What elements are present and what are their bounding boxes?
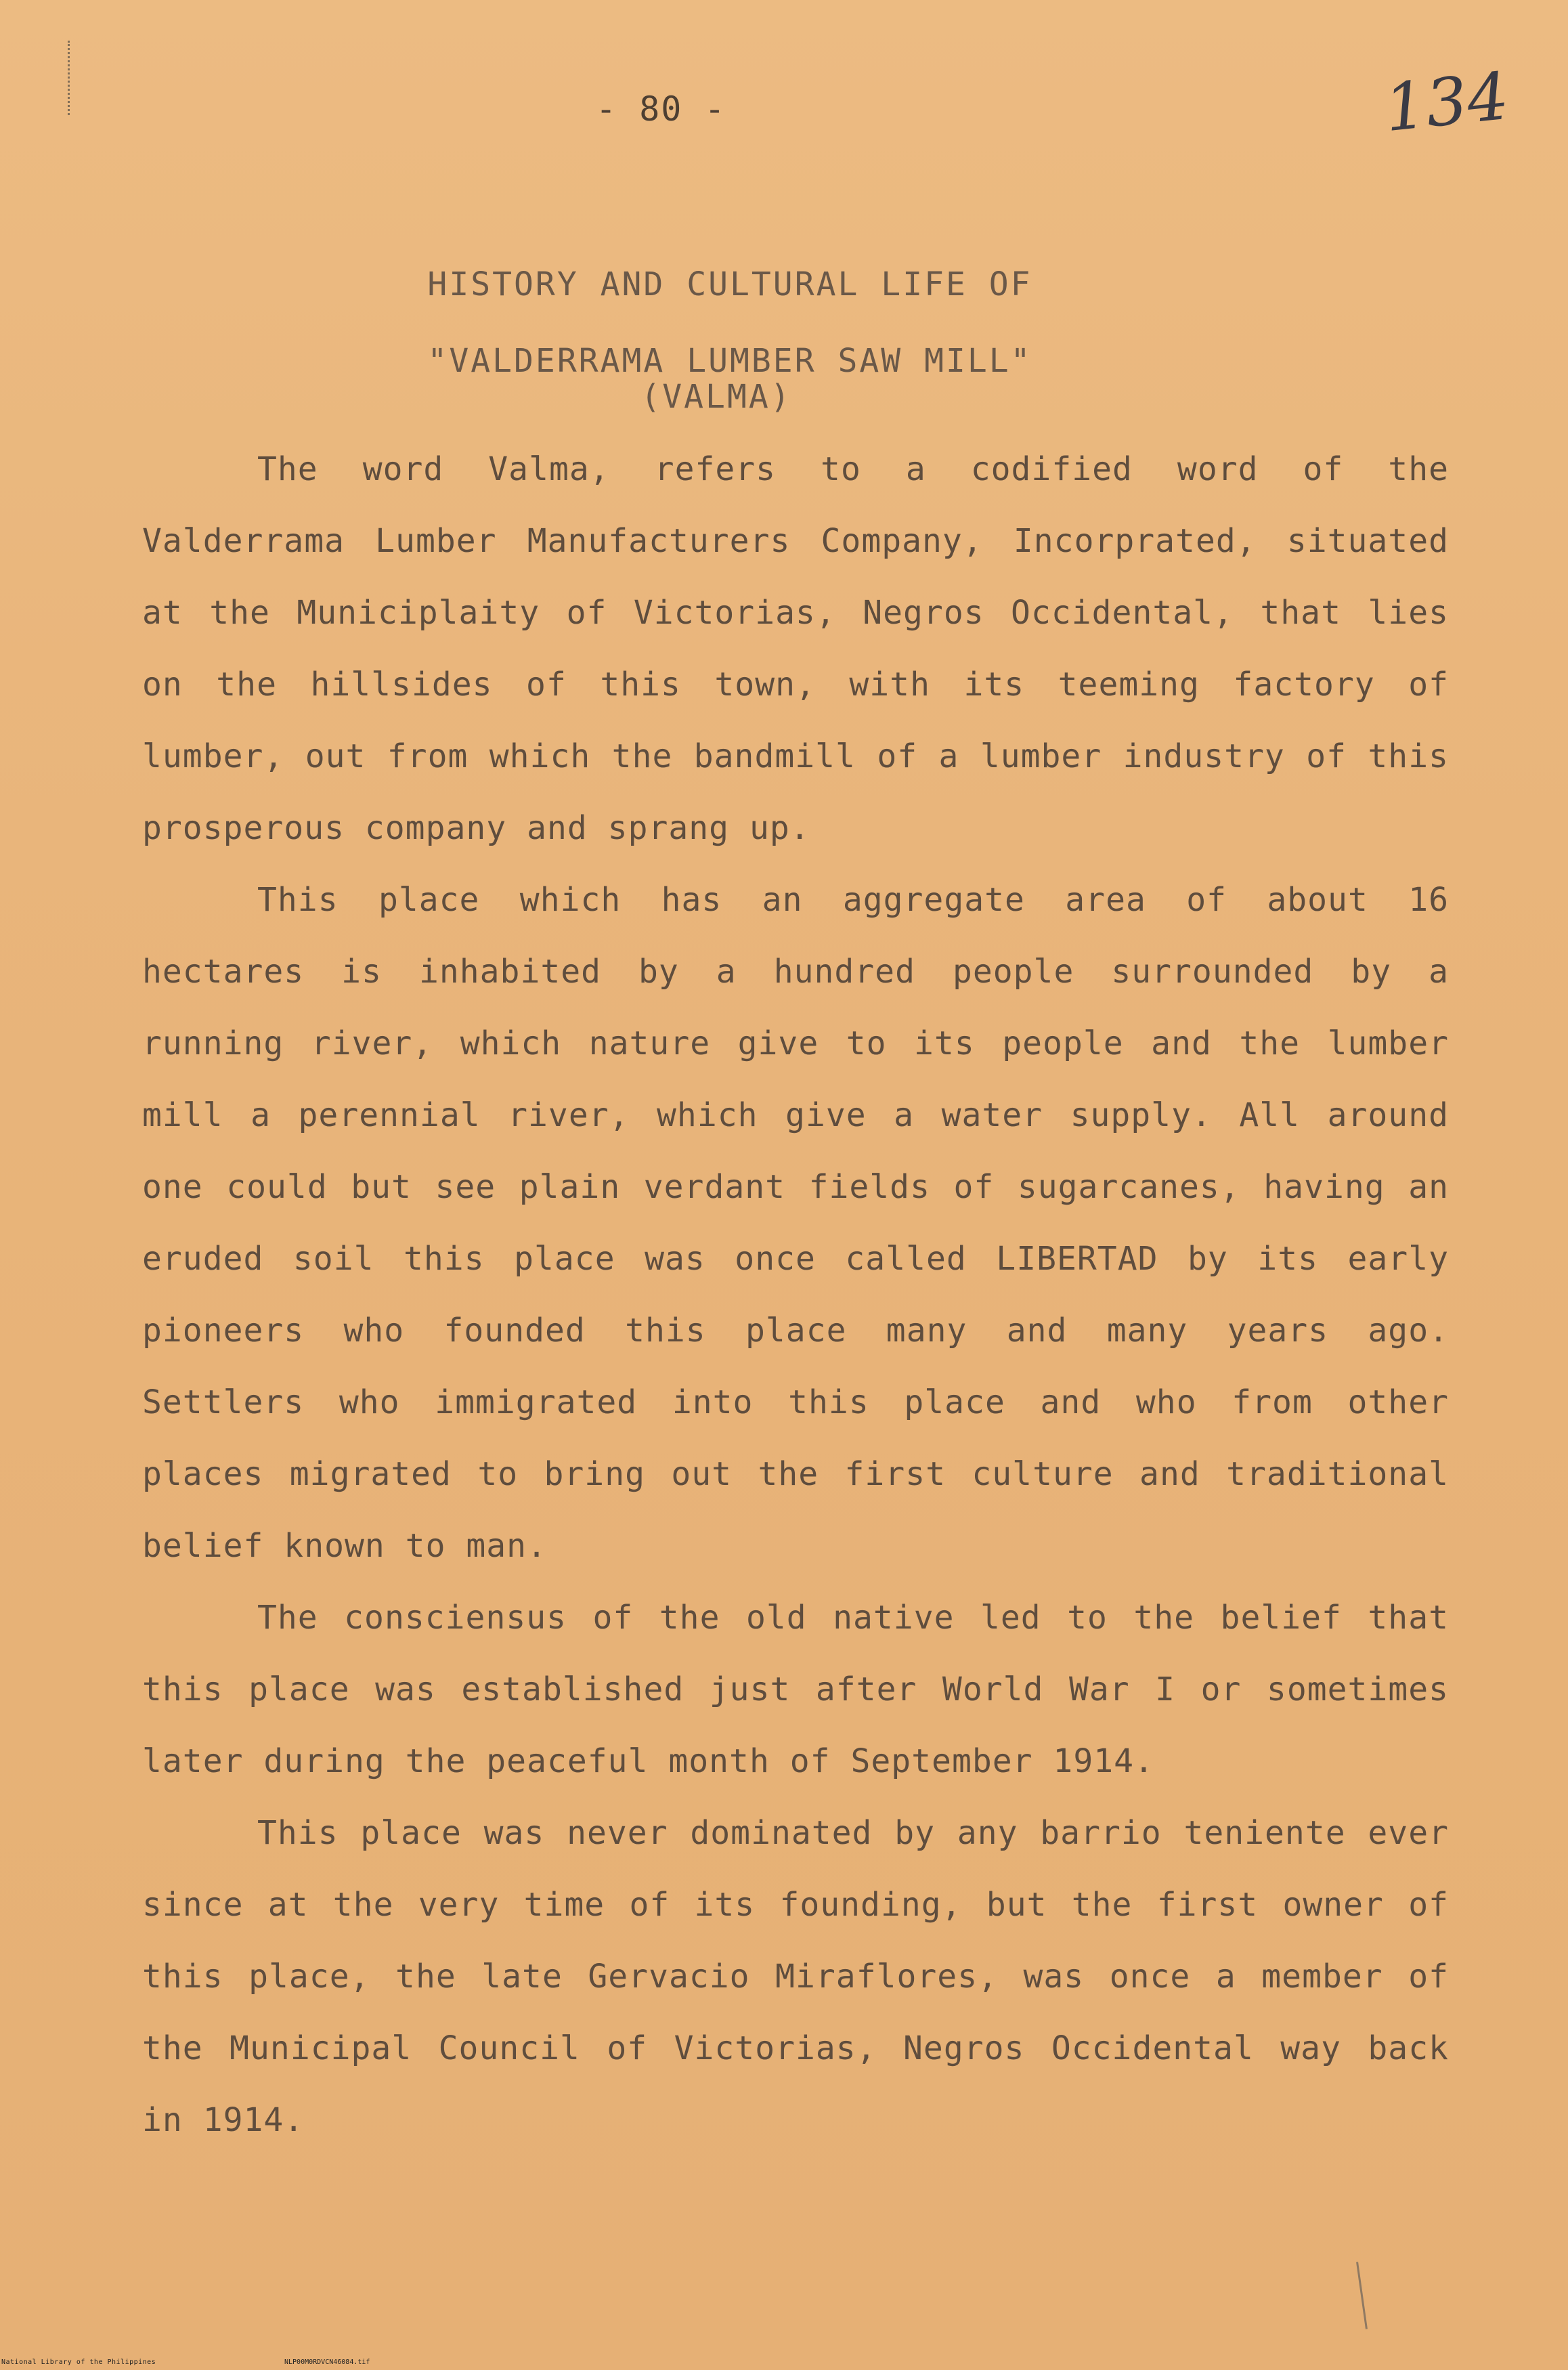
paragraph: This place was never dominated by any barrio teniente ever since at the very time of its founding, but the first owner of this place, the late Gervacio Miraflores, was once a member of the Municipal Council of Victorias, Negros Occidental way back in 1914. <box>142 1814 1449 2139</box>
handwritten-folio-number: 134 <box>1380 58 1512 147</box>
paragraph: The consciensus of the old native led to the belief that this place was established just after World War I or sometimes later during the peaceful month of September 1914. <box>142 1599 1449 1780</box>
title-line-1: HISTORY AND CULTURAL LIFE OF <box>427 265 1032 303</box>
footer-library-credit: National Library of the Philippines <box>1 2358 156 2366</box>
title-line-3: (VALMA) <box>640 378 792 416</box>
footer-filename: NLP00M0RDVCN46084.tif <box>284 2358 370 2366</box>
margin-punch-marks <box>68 41 72 115</box>
title-line-2: "VALDERRAMA LUMBER SAW MILL" <box>427 342 1032 380</box>
pen-stroke-mark <box>1356 2262 1368 2329</box>
paragraph: The word Valma, refers to a codified word of the Valderrama Lumber Manufacturers Company, Incorprated, situated at the Municiplaity of Victorias, Negros Occidental, that lies on the hillsides of this town, with its teeming factory of lumber, out from which the bandmill of a lumber industry of this prosperous company and sprang up. <box>142 450 1449 847</box>
paragraph: This place which has an aggregate area of about 16 hectares is inhabited by a hundred people surrounded by a running river, which nature give to its people and the lumber mill a perennial river, which give a water supply. All around one could but see plain verdant fields of sugarcanes, having an eruded soil this place was once called LIBERTAD by its early pioneers who founded this place many and many years ago. Settlers who immigrated into this place and who from other places migrated to bring out the first culture and traditional belief known to man. <box>142 881 1449 1565</box>
body-text <box>142 433 1449 2156</box>
page-number: - 80 - <box>596 89 726 129</box>
